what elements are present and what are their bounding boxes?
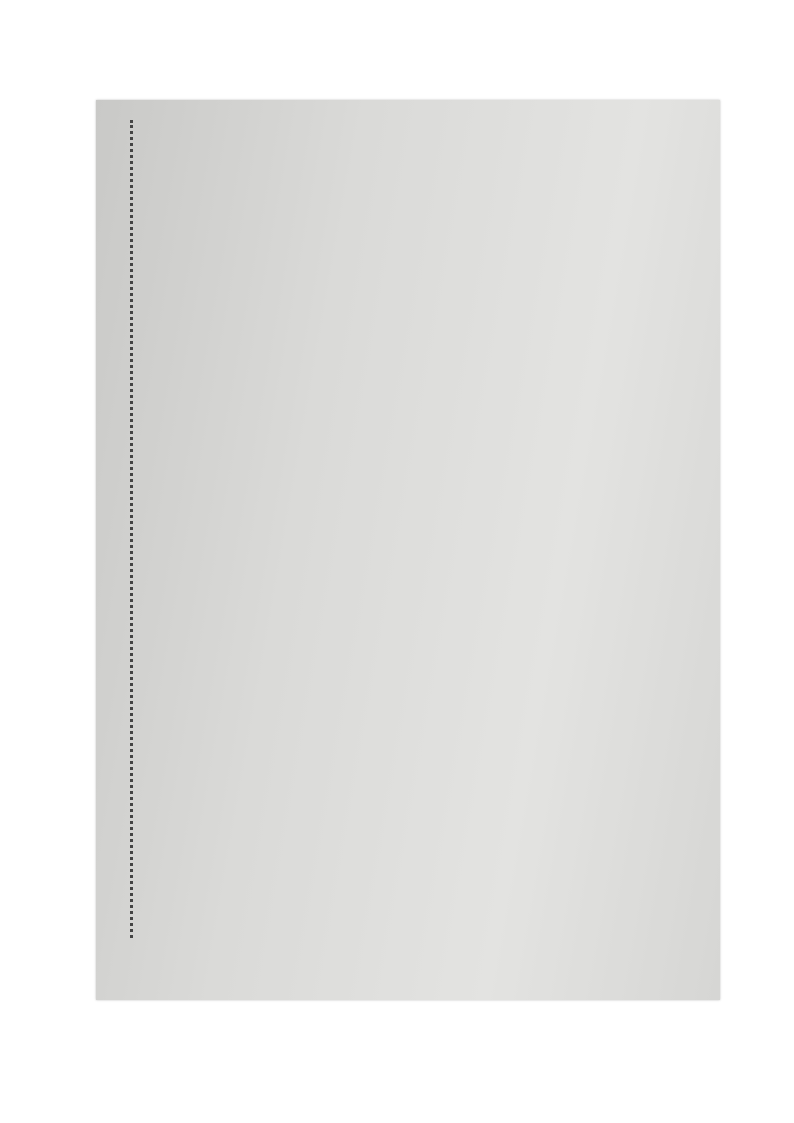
exam-page	[96, 100, 720, 1000]
binding-dotted-line	[130, 120, 133, 938]
